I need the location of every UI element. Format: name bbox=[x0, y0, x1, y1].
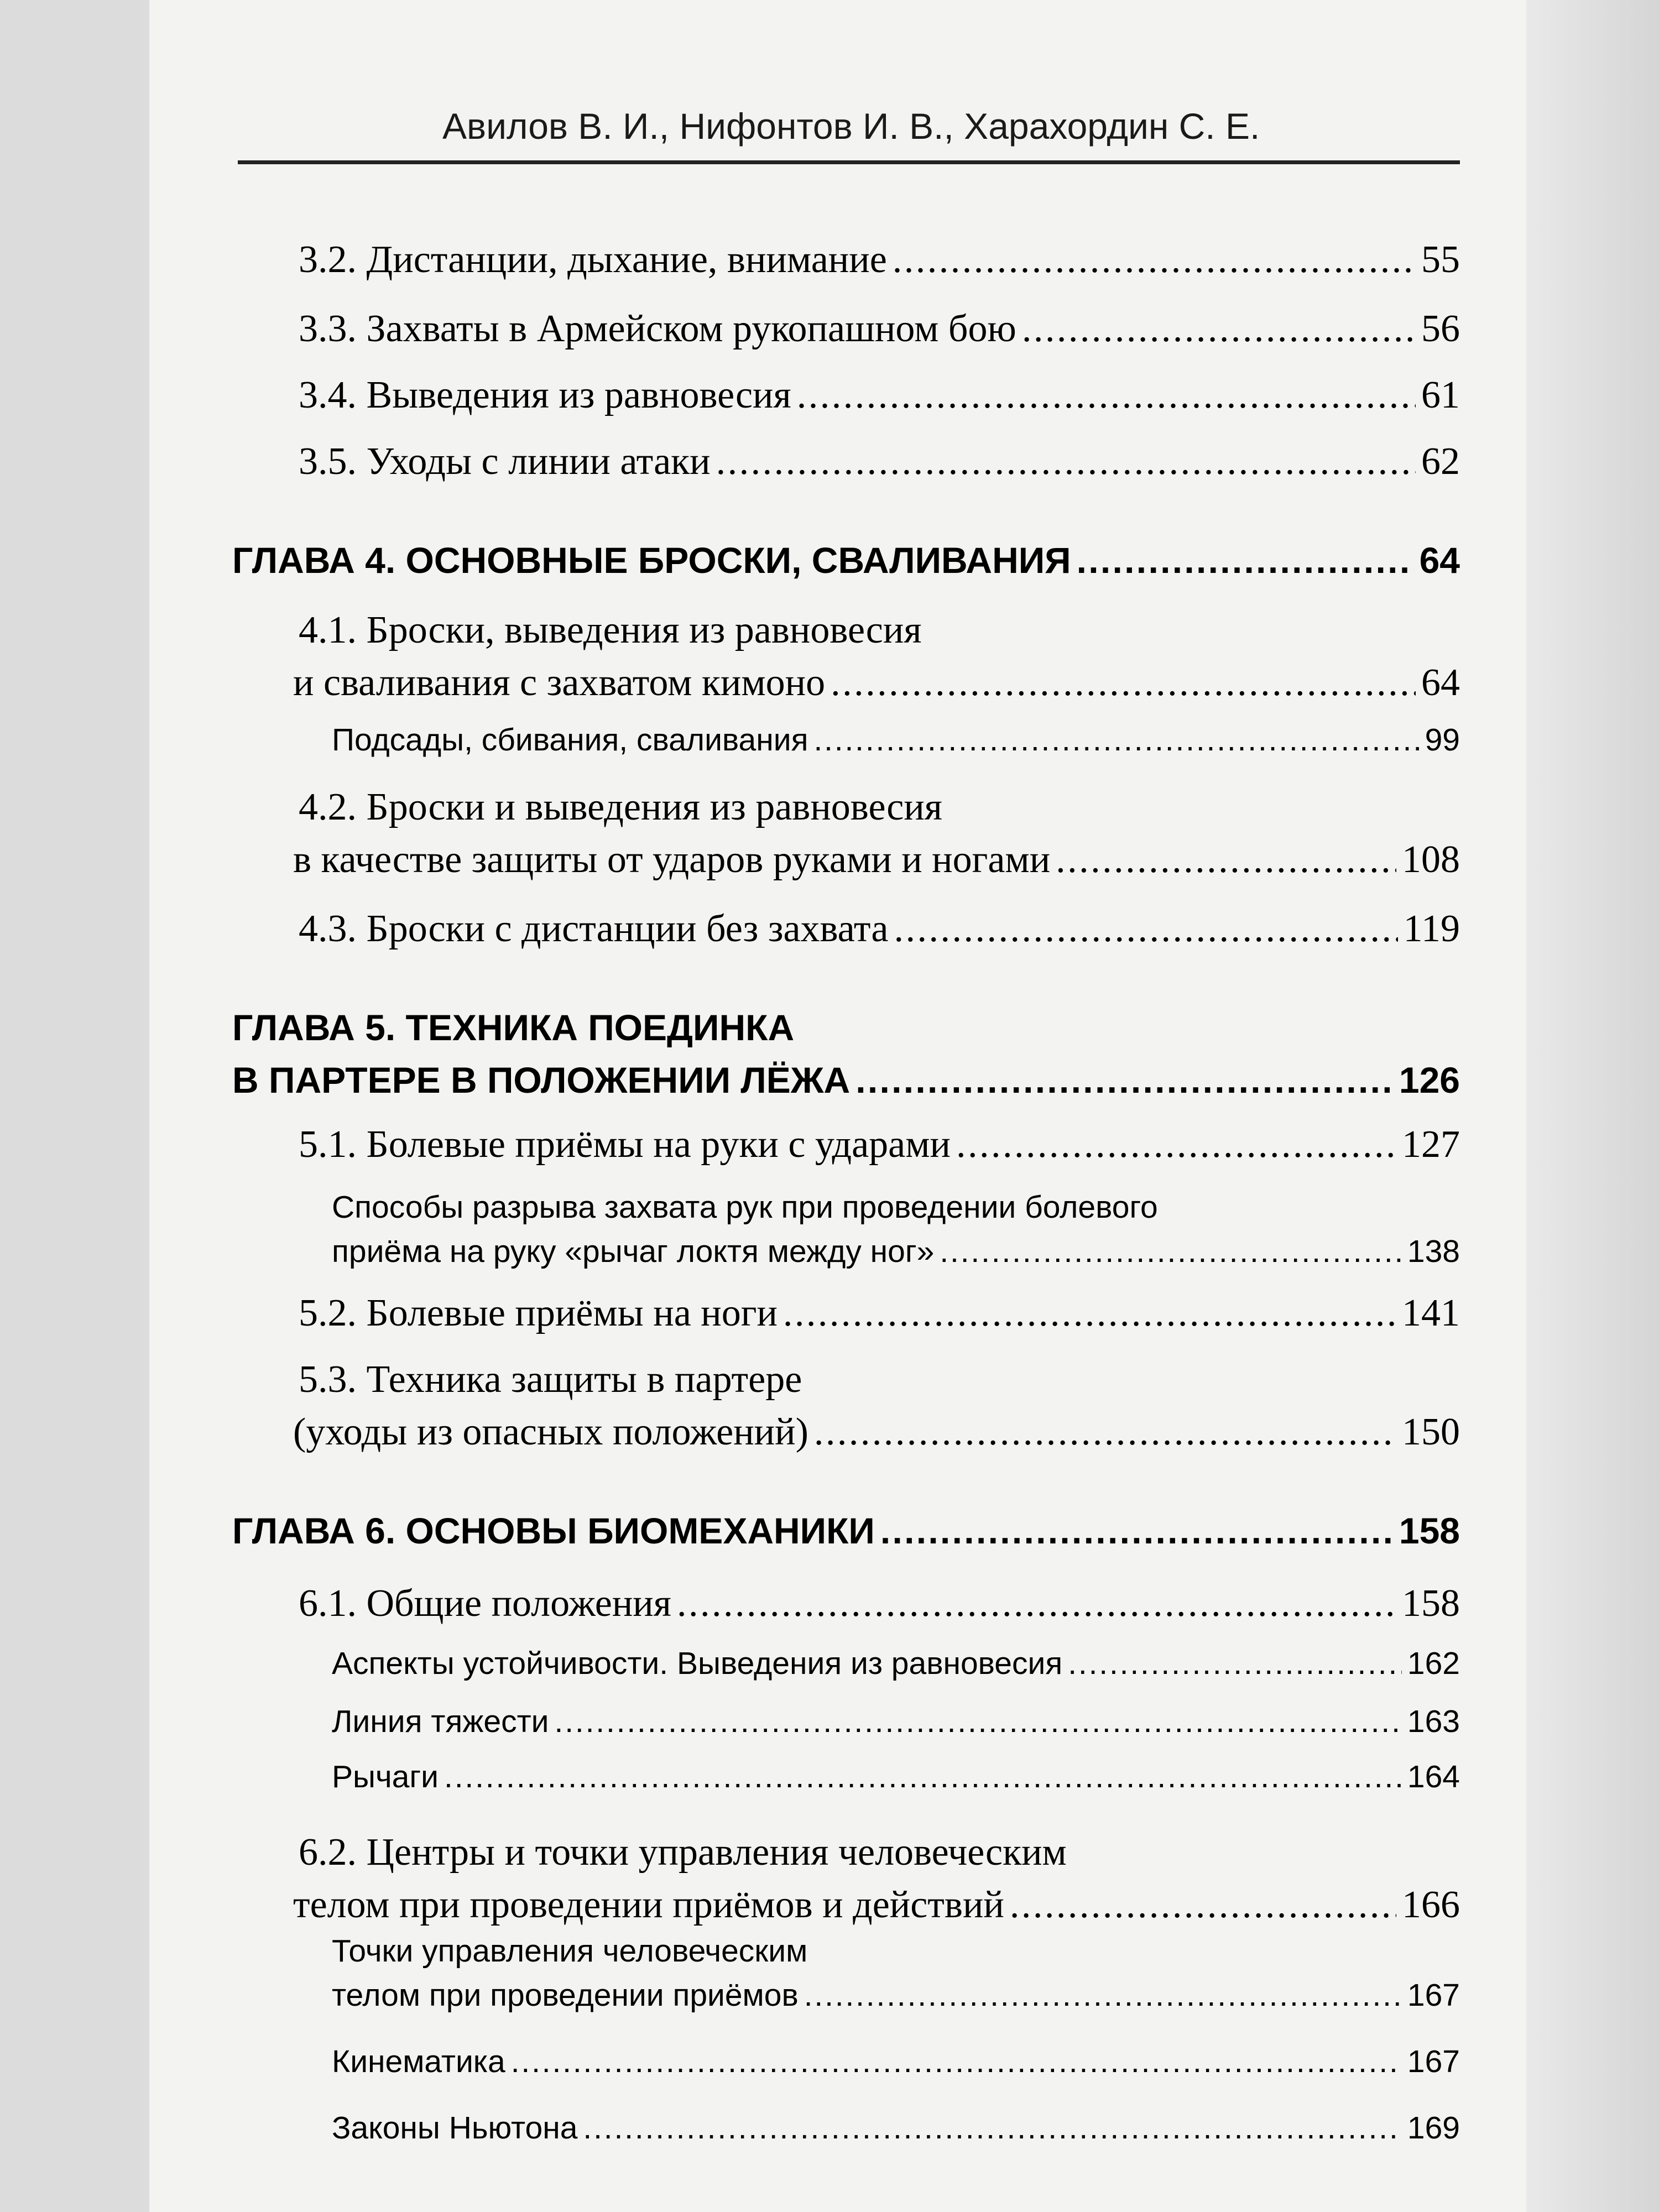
toc-entry-section[interactable] bbox=[293, 1410, 1460, 1454]
toc-page-number: 158 bbox=[1399, 1510, 1460, 1551]
toc-entry-sub[interactable] bbox=[332, 1645, 1460, 1682]
toc-entry-title: 5.2. Болевые приёмы на ноги bbox=[299, 1292, 778, 1334]
toc-entry-section[interactable] bbox=[299, 440, 1460, 484]
dot-leader bbox=[804, 1977, 1402, 2013]
toc-page-number: 55 bbox=[1421, 238, 1460, 281]
dot-leader bbox=[1068, 1645, 1402, 1682]
toc-entry-title: (уходы из опасных положений) bbox=[293, 1411, 808, 1453]
toc-entry-title: телом при проведении приёмов и действий bbox=[293, 1884, 1004, 1926]
toc-entry-title: 3.5. Уходы с линии атаки bbox=[299, 440, 711, 483]
dot-leader bbox=[783, 1291, 1396, 1335]
toc-entry-sub[interactable] bbox=[332, 2110, 1460, 2146]
toc-entry-section[interactable] bbox=[299, 907, 1460, 951]
toc-entry-section[interactable] bbox=[299, 373, 1460, 418]
toc-page-number: 169 bbox=[1407, 2110, 1460, 2146]
toc-page-number: 166 bbox=[1402, 1884, 1460, 1926]
toc-page-number: 167 bbox=[1407, 2044, 1460, 2079]
toc-entry-line: 4.2. Броски и выведения из равновесия bbox=[299, 786, 942, 828]
toc-page-number: 119 bbox=[1403, 907, 1460, 950]
toc-entry-title: ГЛАВА 6. ОСНОВЫ БИОМЕХАНИКИ bbox=[232, 1510, 875, 1551]
toc-entry-sub[interactable] bbox=[332, 2043, 1460, 2080]
toc-page-number: 150 bbox=[1402, 1411, 1460, 1453]
dot-leader bbox=[880, 1510, 1394, 1552]
toc-entry-chapter[interactable] bbox=[232, 539, 1460, 581]
dot-leader bbox=[893, 238, 1416, 282]
dot-leader bbox=[1077, 539, 1414, 581]
dot-leader bbox=[1056, 838, 1396, 882]
toc-entry-title: Линия тяжести bbox=[332, 1704, 549, 1739]
dot-leader bbox=[855, 1059, 1394, 1101]
dot-leader bbox=[511, 2043, 1402, 2080]
toc-entry-title: Рычаги bbox=[332, 1759, 439, 1794]
toc-entry-title: 3.2. Дистанции, дыхание, внимание bbox=[299, 238, 887, 281]
toc-entry-sub[interactable] bbox=[332, 1977, 1460, 2013]
toc-entry-section[interactable] bbox=[299, 1582, 1460, 1626]
dot-leader bbox=[894, 907, 1397, 951]
toc-entry-chapter[interactable] bbox=[232, 1510, 1460, 1552]
toc-entry-section[interactable] bbox=[299, 1123, 1460, 1167]
toc-page-number: 126 bbox=[1399, 1060, 1460, 1100]
toc-entry-title: Законы Ньютона bbox=[332, 2110, 578, 2146]
toc-page-number: 141 bbox=[1402, 1292, 1460, 1334]
toc-page-number: 164 bbox=[1407, 1759, 1460, 1794]
toc-page-number: 99 bbox=[1425, 722, 1460, 758]
toc-page-number: 64 bbox=[1419, 540, 1460, 581]
dot-leader bbox=[444, 1759, 1402, 1795]
dot-leader bbox=[814, 1410, 1396, 1454]
toc-page-number: 62 bbox=[1421, 440, 1460, 483]
toc-page-number: 108 bbox=[1402, 838, 1460, 881]
toc-entry-section[interactable] bbox=[293, 1883, 1460, 1927]
toc-entry-section[interactable] bbox=[293, 838, 1460, 882]
toc-entry-title: в качестве защиты от ударов руками и ногами bbox=[293, 838, 1051, 881]
dot-leader bbox=[555, 1703, 1402, 1740]
toc-entry-line: Точки управления человеческим bbox=[332, 1933, 808, 1969]
dot-leader bbox=[583, 2110, 1401, 2146]
toc-entry-line: 5.3. Техника защиты в партере bbox=[299, 1358, 802, 1401]
toc-entry-title: В ПАРТЕРЕ В ПОЛОЖЕНИИ ЛЁЖА bbox=[232, 1060, 851, 1100]
toc-entry-line: 6.2. Центры и точки управления человеческим bbox=[299, 1831, 1067, 1874]
page-header-authors: Авилов В. И., Нифонтов И. В., Харахордин С. Е. bbox=[442, 106, 1260, 147]
dot-leader bbox=[831, 661, 1416, 705]
toc-page-number: 56 bbox=[1421, 307, 1460, 350]
toc-entry-section[interactable] bbox=[299, 1291, 1460, 1335]
toc-entry-title: 3.4. Выведения из равновесия bbox=[299, 374, 791, 416]
dot-leader bbox=[813, 722, 1419, 758]
header-rule bbox=[238, 160, 1460, 164]
toc-entry-sub[interactable] bbox=[332, 1233, 1460, 1270]
toc-entry-title: 3.3. Захваты в Армейском рукопашном бою bbox=[299, 307, 1016, 350]
page-edge-shadow bbox=[1526, 0, 1659, 2212]
toc-entry-sub[interactable] bbox=[332, 722, 1460, 758]
toc-entry-title: Кинематика bbox=[332, 2044, 505, 2079]
toc-page-number: 163 bbox=[1407, 1704, 1460, 1739]
toc-entry-sub[interactable] bbox=[332, 1703, 1460, 1740]
toc-page-number: 138 bbox=[1407, 1234, 1460, 1269]
dot-leader bbox=[797, 373, 1416, 418]
toc-page-number: 162 bbox=[1407, 1646, 1460, 1681]
toc-page-number: 167 bbox=[1407, 1978, 1460, 2013]
toc-entry-sub[interactable] bbox=[332, 1759, 1460, 1795]
toc-entry-line: ГЛАВА 5. ТЕХНИКА ПОЕДИНКА bbox=[232, 1007, 795, 1048]
toc-entry-chapter[interactable] bbox=[232, 1059, 1460, 1101]
toc-entry-section[interactable] bbox=[293, 661, 1460, 705]
toc-entry-title: 5.1. Болевые приёмы на руки с ударами bbox=[299, 1123, 951, 1166]
dot-leader bbox=[1010, 1883, 1396, 1927]
toc-entry-title: приёма на руку «рычаг локтя между ног» bbox=[332, 1234, 935, 1269]
toc-page-number: 61 bbox=[1421, 374, 1460, 416]
toc-page-number: 127 bbox=[1402, 1123, 1460, 1166]
toc-page-number: 64 bbox=[1421, 661, 1460, 704]
toc-entry-section[interactable] bbox=[299, 307, 1460, 351]
toc-entry-section[interactable] bbox=[299, 238, 1460, 282]
dot-leader bbox=[677, 1582, 1396, 1626]
toc-entry-line: Способы разрыва захвата рук при проведении болевого bbox=[332, 1190, 1158, 1225]
toc-entry-title: 4.3. Броски с дистанции без захвата bbox=[299, 907, 889, 950]
toc-entry-title: Аспекты устойчивости. Выведения из равновесия bbox=[332, 1646, 1063, 1681]
dot-leader bbox=[1022, 307, 1416, 351]
dot-leader bbox=[940, 1233, 1402, 1270]
dot-leader bbox=[716, 440, 1416, 484]
toc-entry-title: Подсады, сбивания, сваливания bbox=[332, 722, 808, 758]
toc-entry-title: ГЛАВА 4. ОСНОВНЫЕ БРОСКИ, СВАЛИВАНИЯ bbox=[232, 540, 1071, 581]
toc-entry-title: и сваливания с захватом кимоно bbox=[293, 661, 826, 704]
toc-entry-line: 4.1. Броски, выведения из равновесия bbox=[299, 609, 922, 651]
toc-entry-title: телом при проведении приёмов bbox=[332, 1978, 799, 2013]
dot-leader bbox=[956, 1123, 1396, 1167]
toc-page-number: 158 bbox=[1402, 1582, 1460, 1625]
toc-entry-title: 6.1. Общие положения bbox=[299, 1582, 671, 1625]
